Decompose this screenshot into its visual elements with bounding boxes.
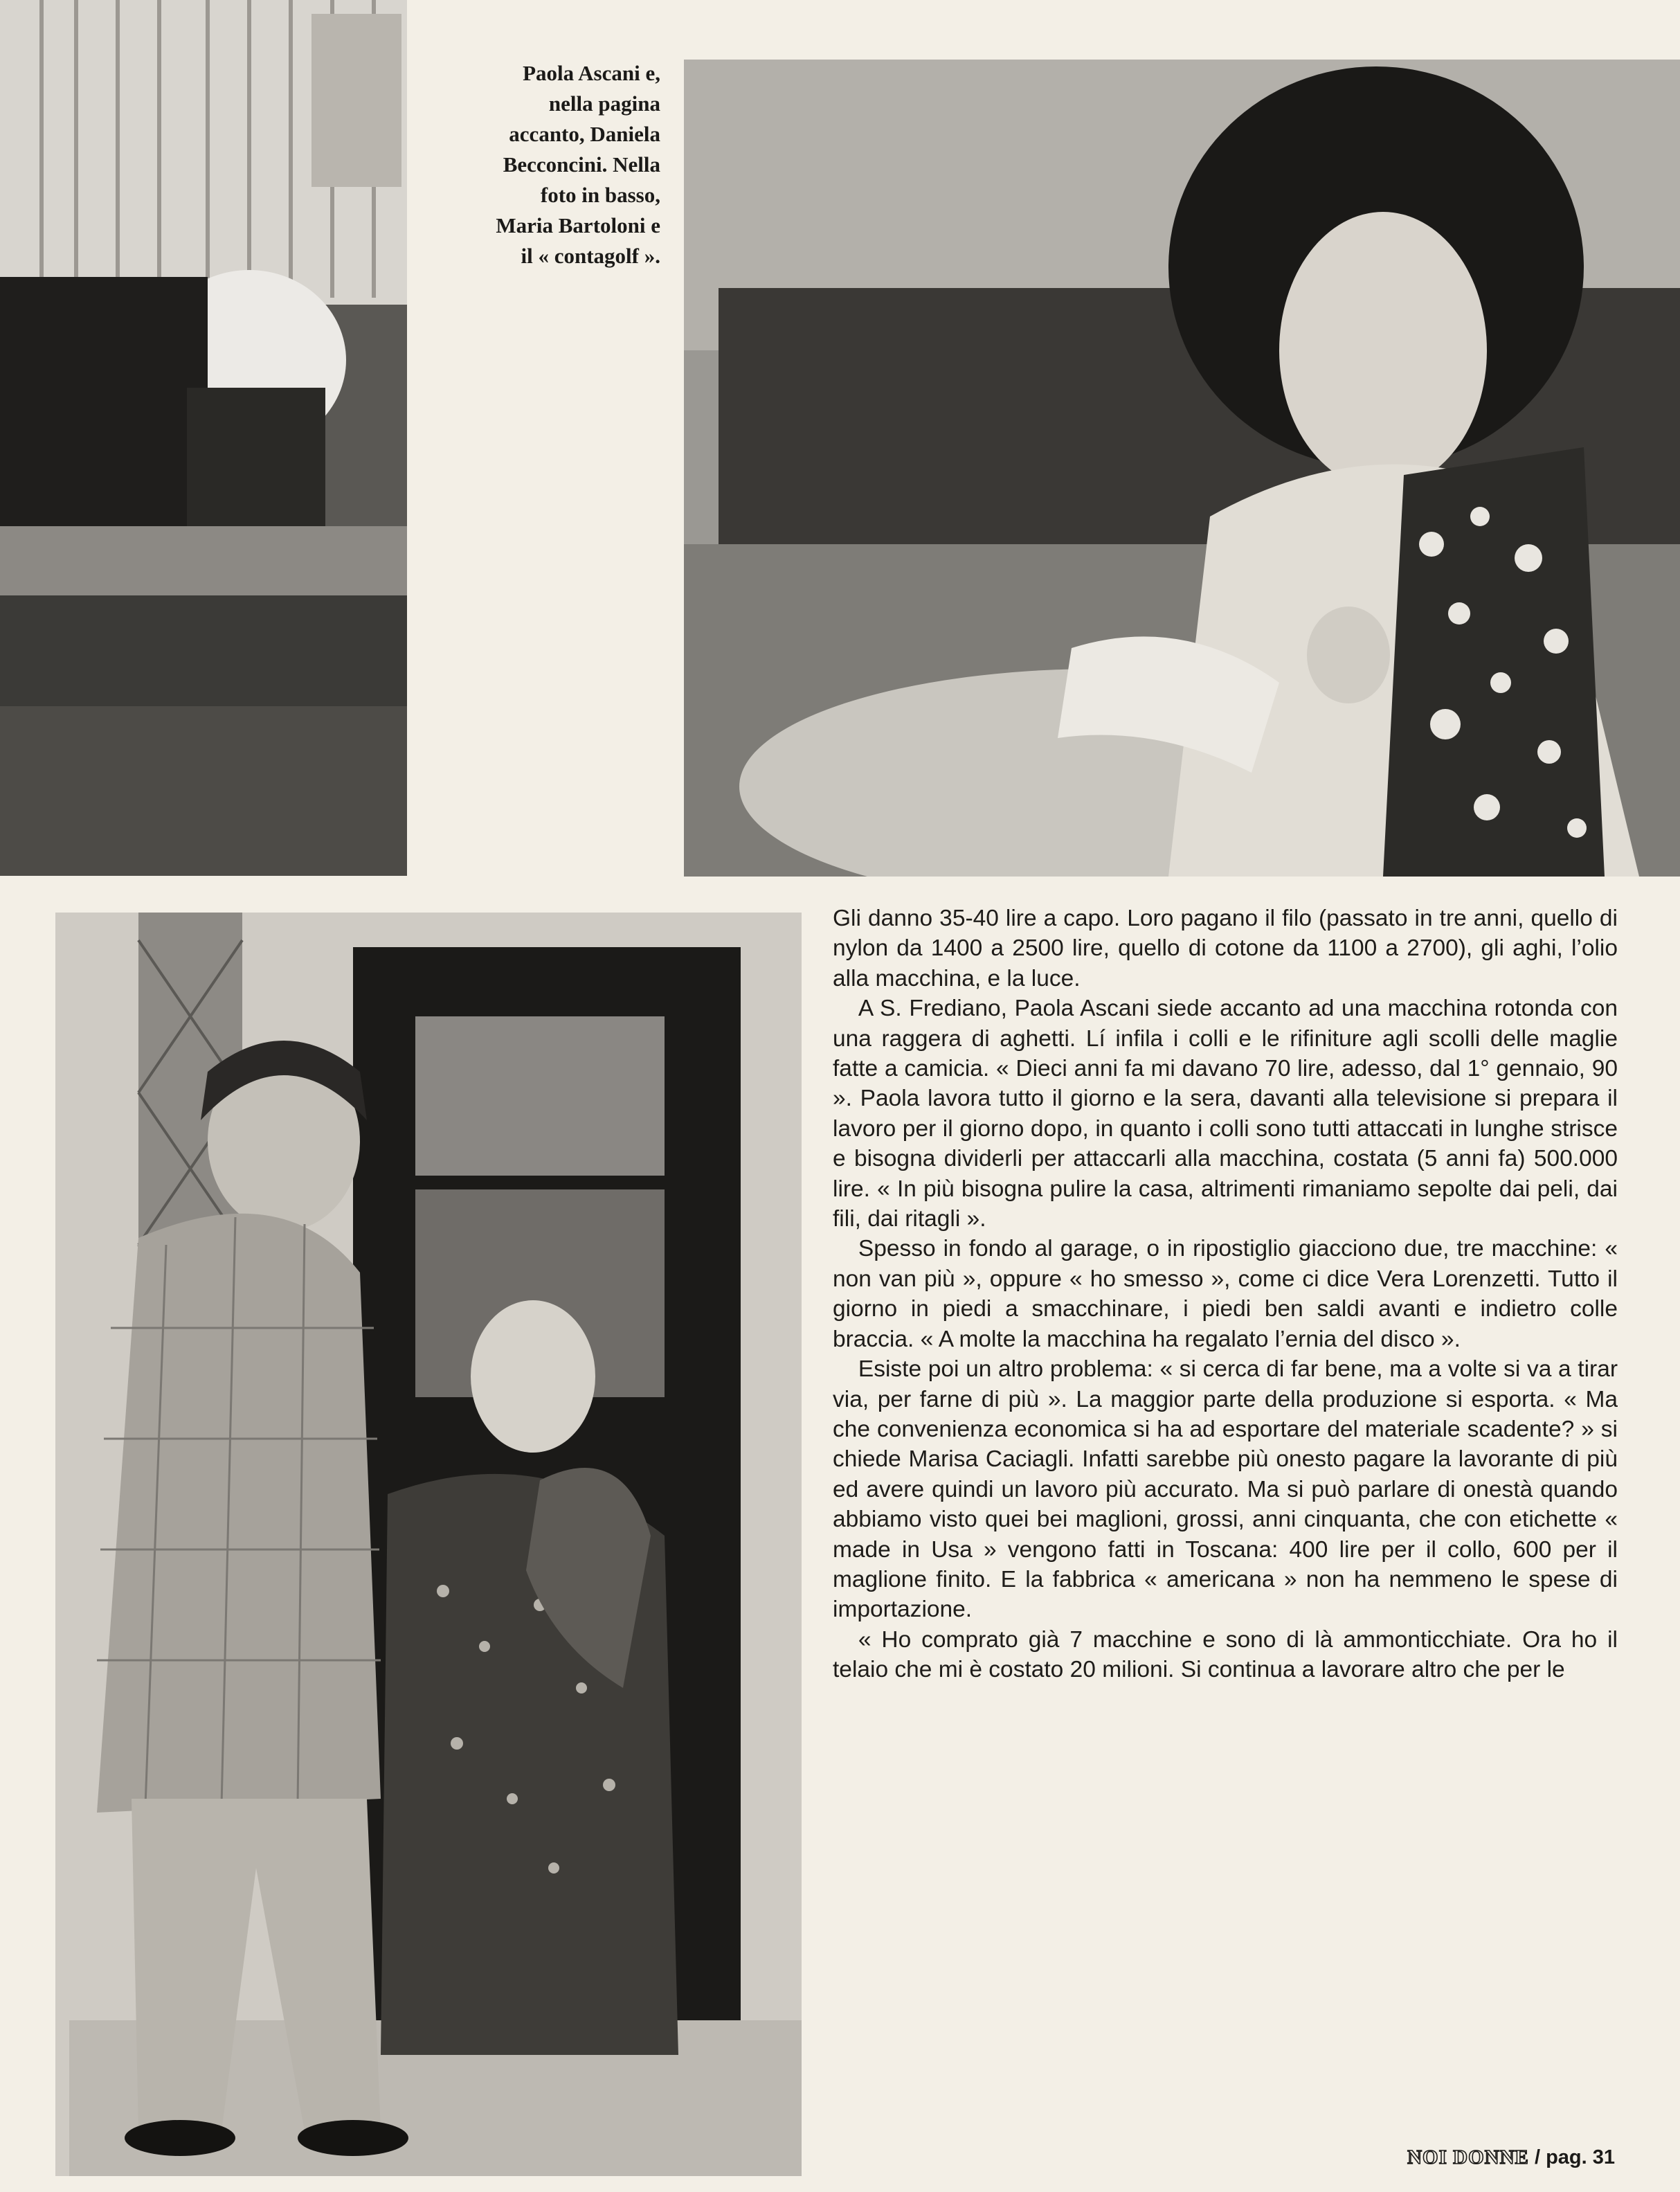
page-number: pag. 31: [1546, 2146, 1615, 2168]
caption-line: Maria Bartoloni e: [496, 213, 660, 237]
caption-line: il « contagolf ».: [521, 244, 660, 268]
article-paragraph: Esiste poi un altro problema: « si cerca di far bene, ma a volte si va a tirar via, per farne di più ». La maggior parte della produzione si esporta. « Ma che convenienza economica si ha ad esportare del materiale scadente? » si chiede Marisa Caciagli. Infatti sarebbe più onesto pagare la lavorante di più ed avere quindi un lavoro più accurato. Ma si può parlare di onestà quando abbiamo visto quei bei maglioni, grossi, anni cinquanta, che con etichette « made in Usa » vengono fatti in Toscana: 400 lire per il collo, 600 per il maglione finito. E la fabbrica « americana » non ha nemmeno le spese di importazione.: [833, 1356, 1618, 1623]
magazine-logo: NOI DONNE: [1407, 2146, 1529, 2168]
article-paragraph: « Ho comprato già 7 macchine e sono di là ammonticchiate. Ora ho il telaio che mi è costato 20 milioni. Si continua a lavorare altro che per le: [833, 1626, 1618, 1683]
photo-maria-bartoloni: [55, 913, 802, 2176]
caption-line: accanto, Daniela: [509, 122, 660, 146]
caption-line: foto in basso,: [540, 183, 660, 207]
caption-line: Paola Ascani e,: [523, 61, 660, 85]
photo-paola-ascani-image: [684, 60, 1680, 877]
photo-knitwear-piles: [0, 0, 407, 876]
caption-line: nella pagina: [548, 91, 660, 116]
article-paragraph: A S. Frediano, Paola Ascani siede accanto ad una macchina rotonda con una raggera di aghetti. Lí infila i colli e le rifiniture agli scolli delle maglie fatte a camicia. « Dieci anni fa mi davano 70 lire, adesso, dal 1° gennaio, 90 ». Paola lavora tutto il giorno e la sera, davanti alla televisione si prepara il lavoro per il giorno dopo, in quanto i colli sono tutti attaccati in lunghe strisce e bisogna dividerli per attaccarli alla macchina, costata (5 anni fa) 500.000 lire. « In più bisogna pulire la casa, altrimenti rimaniamo sepolte dai peli, dai fili, dai ritagli ».: [833, 996, 1618, 1232]
photo-knitwear-piles-image: [0, 0, 407, 876]
page-footer: [1407, 2145, 1615, 2170]
caption-line: Becconcini. Nella: [503, 152, 660, 177]
article-body: [833, 904, 1618, 1685]
photo-paola-ascani: [684, 60, 1680, 877]
article-paragraph: Gli danno 35-40 lire a capo. Loro pagano il filo (passato in tre anni, quello di nylon da 1400 a 2500 lire, quello di cotone da 1100 a 2700), gli aghi, l’olio alla macchina, e la luce.: [833, 906, 1618, 991]
footer-separator: /: [1534, 2146, 1540, 2168]
photo-caption: [421, 58, 660, 271]
photo-maria-bartoloni-image: [55, 913, 802, 2176]
article-paragraph: Spesso in fondo al garage, o in ripostiglio giacciono due, tre macchine: « non van più », oppure « ho smesso », come ci dice Vera Lorenzetti. Tutto il giorno in piedi a smacchinare, i piedi ben saldi avanti e indietro colle braccia. « A molte la macchina ha regalato l’ernia del disco ».: [833, 1236, 1618, 1352]
